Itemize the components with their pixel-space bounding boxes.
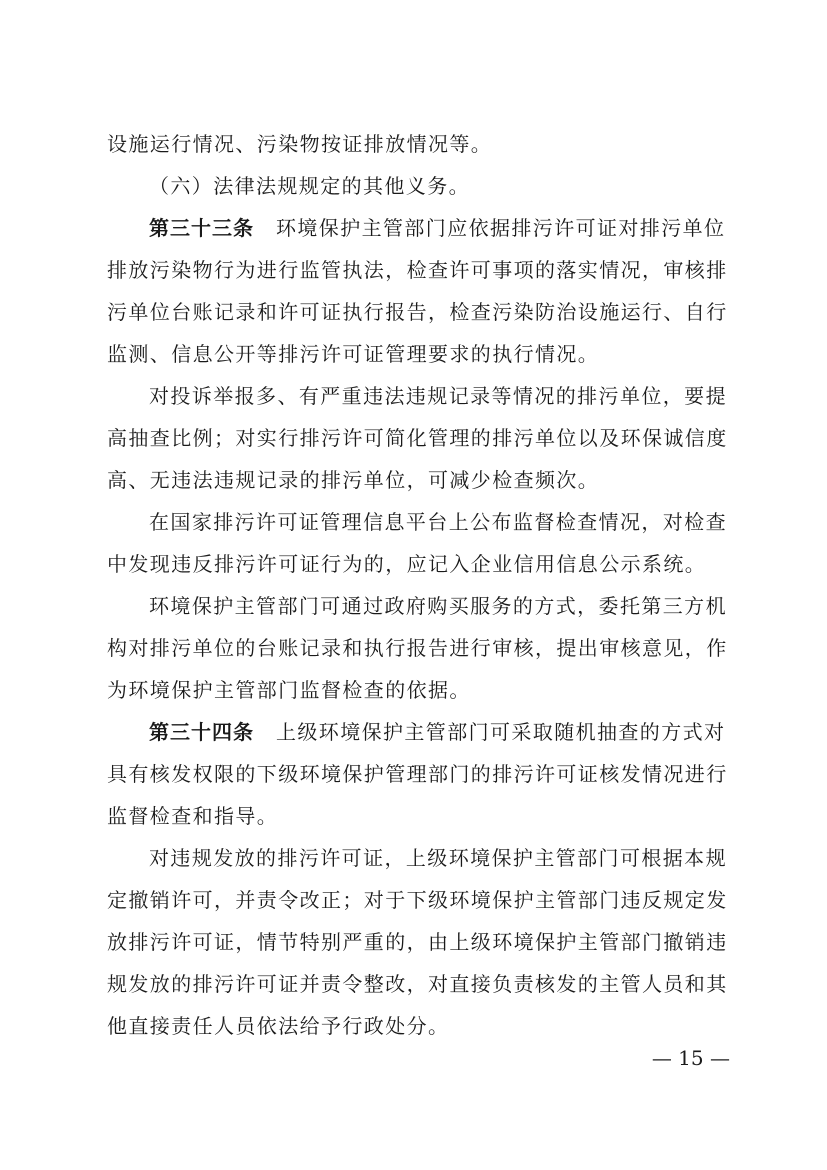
text-line: 具有核发权限的下级环境保护管理部门的排污许可证核发情况进行 — [107, 762, 728, 786]
article-34-heading-line — [149, 719, 727, 745]
text-line: 上级环境保护主管部门可采取随机抽查的方式对 — [276, 720, 726, 744]
text-line: 中发现违反排污许可证行为的，应记入企业信用信息公示系统。 — [107, 552, 707, 576]
text-line: 污单位台账记录和许可证执行报告，检查污染防治设施运行、自行 — [107, 300, 728, 324]
text-line: 高抽查比例；对实行排污许可简化管理的排污单位以及环保诚信度 — [107, 426, 728, 450]
text-line: 为环境保护主管部门监督检查的依据。 — [107, 678, 471, 702]
text-line: 对投诉举报多、有严重违法违规记录等情况的排污单位，要提 — [149, 384, 727, 408]
text-line: （六）法律法规规定的其他义务。 — [149, 174, 470, 198]
text-line: 高、无违法违规记录的排污单位，可减少检查频次。 — [107, 468, 600, 492]
text-line: 定撤销许可，并责令改正；对于下级环境保护主管部门违反规定发 — [107, 888, 728, 912]
text-line: 构对排污单位的台账记录和执行报告进行审核，提出审核意见，作 — [107, 636, 728, 660]
text-line: 监测、信息公开等排污许可证管理要求的执行情况。 — [107, 342, 600, 366]
text-line: 设施运行情况、污染物按证排放情况等。 — [107, 132, 493, 156]
text-line: 放排污许可证，情节特别严重的，由上级环境保护主管部门撤销违 — [107, 930, 728, 954]
article-33-heading-line — [149, 215, 727, 241]
text-line: 环境保护主管部门应依据排污许可证对排污单位 — [276, 216, 726, 240]
page-number: — 15 — — [651, 1046, 730, 1070]
text-line: 监督检查和指导。 — [107, 804, 279, 828]
text-line: 他直接责任人员依法给予行政处分。 — [107, 1014, 450, 1038]
text-line: 环境保护主管部门可通过政府购买服务的方式，委托第三方机 — [149, 594, 727, 618]
text-line: 对违规发放的排污许可证，上级环境保护主管部门可根据本规 — [149, 846, 727, 870]
article-33-label: 第三十三条 — [149, 216, 254, 240]
text-line: 排放污染物行为进行监管执法，检查许可事项的落实情况，审核排 — [107, 258, 728, 282]
text-line: 规发放的排污许可证并责令整改，对直接负责核发的主管人员和其 — [107, 972, 728, 996]
article-34-label: 第三十四条 — [149, 720, 254, 744]
text-line: 在国家排污许可证管理信息平台上公布监督检查情况，对检查 — [149, 510, 727, 534]
